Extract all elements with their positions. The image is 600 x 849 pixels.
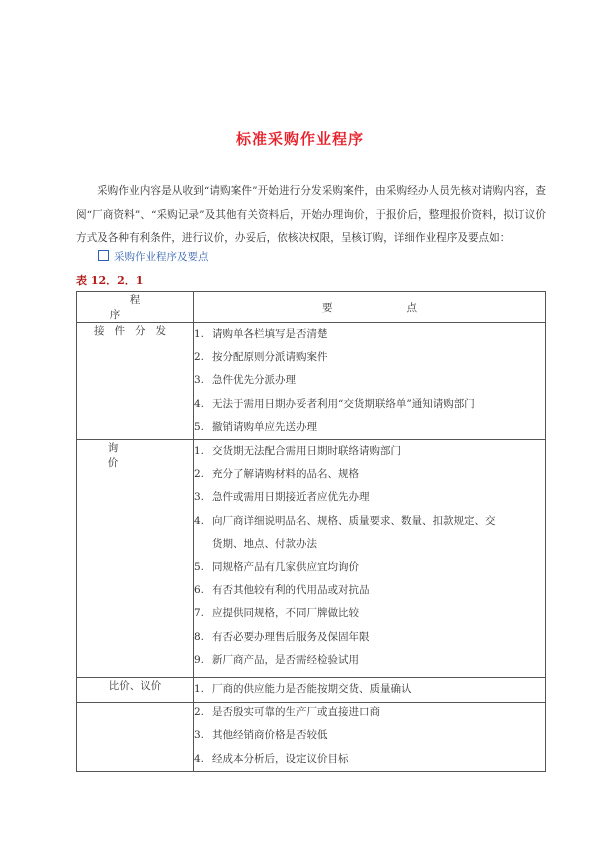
intro-paragraph: 采购作业内容是从收到“请购案件”开始进行分发采购案件，由采购经办人员先核对请购内容，查阅“厂商资料”、“采购记录”及其他有关资料后，开始办理询价，于报价后，整理报价资料，拟订议价方式及各种有利条件，进行议价，办妥后，依核决权限，呈核订购，详细作业程序及要点如：: [76, 185, 546, 244]
list-item: 4. 无法于需用日期办妥者利用“交货期联络单”通知请购部门: [194, 397, 475, 410]
list-item: 7. 应提供同规格，不同厂牌做比较: [194, 607, 359, 620]
table-row: [77, 323, 546, 440]
table-number: 表 12．2．1: [76, 274, 144, 287]
list-item: 3. 其他经销商价格是否较低: [194, 729, 328, 742]
list-item: 3. 急件或需用日期接近者应优先办理: [194, 491, 370, 504]
table-row: [77, 440, 546, 703]
list-item: 5. 同规格产品有几家供应宜均询价: [194, 561, 359, 574]
list-item: 5. 撤销请购单应先送办理: [194, 420, 317, 433]
list-item: 8. 有否必要办理售后服务及保固年限: [194, 630, 370, 643]
phase-cell: 比价、议价: [77, 678, 194, 772]
list-item: 2. 按分配原则分派请购案件: [194, 351, 328, 364]
list-item: 4. 经成本分析后，设定议价目标: [194, 752, 349, 765]
page-title: 标准采购作业程序: [235, 130, 364, 148]
list-item: 6. 有否其他较有利的代用品或对抗品: [194, 584, 370, 597]
list-item: 1. 厂商的供应能力是否能按期交货、质量确认: [194, 683, 412, 695]
list-item: 2. 是否殷实可靠的生产厂或直接进口商: [194, 706, 380, 719]
list-item: 2. 充分了解请购材料的品名、规格: [194, 468, 359, 481]
list-item: 1. 请购单各栏填写是否清楚: [194, 328, 328, 340]
procedure-table: [76, 291, 546, 703]
points-cell: [194, 678, 546, 772]
table-header-row: [77, 292, 546, 323]
list-item: 3. 急件优先分派办理: [194, 374, 296, 387]
phase-cell: 询价: [77, 440, 194, 703]
procedure-table-continued: [76, 677, 546, 772]
section-subtitle-text: 采购作业程序及要点: [114, 251, 209, 263]
list-item: 1. 交货期无法配合需用日期时联络请购部门: [194, 445, 401, 458]
list-item: 9. 新厂商产品，是否需经检验试用: [194, 653, 359, 666]
checkbox-square-icon: [98, 250, 109, 261]
header-key-points: 要点: [194, 292, 546, 323]
phase-cell: 接件分发: [77, 323, 194, 440]
header-procedure: 程序: [77, 292, 194, 323]
list-item: 4. 向厂商详细说明品名、规格、质量要求、数量、扣款规定、交货期、地点、付款办法: [194, 514, 496, 550]
points-cell: [194, 440, 546, 703]
section-subtitle: [98, 249, 209, 264]
table-row: [77, 678, 546, 772]
points-cell: [194, 323, 546, 440]
